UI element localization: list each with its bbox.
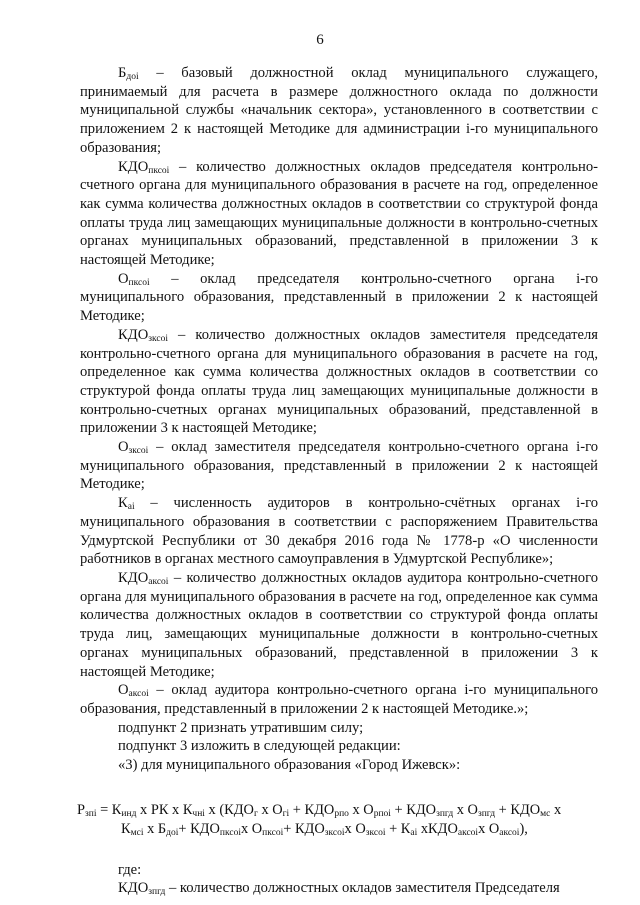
formula-term: + К <box>385 820 411 837</box>
definition-text: – оклад председателя контрольно-счетного органа i-го муниципального образования, представленный в приложении 2 к настоящей Методике; <box>80 270 598 325</box>
formula-subscript: пксоi <box>219 827 241 838</box>
definition-text: – базовый должностной оклад муниципального служащего, принимаемый для расчета в размере должностного оклада по должности муниципальной службы «начальник сектора», установленного в соответствии с приложением 2 к настоящей Методике для администрации i-го муниципального образования; <box>80 65 598 156</box>
definition-kdo_zks <box>80 326 598 438</box>
definition-text: – количество должностных окладов заместителя председателя контрольно-счетного органа для муниципального образования в расчете на год, определенное как сумма количества должностных окладов в соответствии со структурой фонда оплаты труда лиц замещающих муниципальные должности в контрольно-счетных органах муниципальных образований, представленной в приложении 3 к настоящей Методике; <box>80 326 598 437</box>
formula-line-1 <box>77 802 561 818</box>
definition-o_pks <box>80 270 598 326</box>
definition-text: – количество должностных окладов аудитора контрольно-счетного органа для муниципального образования в расчете на год, определенное как сумма количества должностных окладов в соответствии со структурой фонда оплаты труда лиц, замещающих муниципальные должности в контрольно-счетных органах муниципальных образований, представленной в приложении 3 к настоящей Методике; <box>80 569 598 680</box>
formula-term: х РК х К <box>136 801 193 818</box>
formula-term: хКДО <box>417 820 458 837</box>
definition-bdoi <box>80 64 598 158</box>
definition-kai <box>80 494 598 569</box>
definition-kdo_aks <box>80 569 598 681</box>
formula-subscript: рпоi <box>373 808 391 819</box>
definition-o_zks <box>80 438 598 494</box>
definition-subscript: аксоi <box>128 689 149 700</box>
definition-subscript: пксоi <box>128 277 150 288</box>
formula-subscript: аксоi <box>457 827 479 838</box>
definition-symbol: К <box>118 495 128 512</box>
formula-term: х <box>550 801 562 818</box>
formula-subscript: зпгд <box>436 808 454 819</box>
formula-term: х О <box>453 801 478 818</box>
definition-text: – количество должностных окладов заместителя Председателя <box>165 880 560 897</box>
formula-subscript: пксоi <box>262 827 284 838</box>
definition-symbol: КДО <box>118 326 149 343</box>
definition-symbol: КДО <box>118 569 149 586</box>
formula-term: х Б <box>143 820 167 837</box>
formula-subscript: мс <box>540 808 551 819</box>
definition-symbol: О <box>118 439 129 456</box>
formula-subscript: мсi <box>130 827 144 838</box>
formula-subscript: зпгд <box>477 808 496 819</box>
formula <box>77 801 598 839</box>
formula-subscript: доi <box>166 827 179 838</box>
definition-symbol: КДО <box>118 880 149 897</box>
formula-subscript: г <box>253 808 258 819</box>
formula-term: х О <box>257 801 283 818</box>
definition-kdo_pks <box>80 158 598 270</box>
definition-o_aks <box>80 681 598 718</box>
where-label: где: <box>118 861 142 878</box>
formula-line-2 <box>77 820 598 839</box>
formula-term: = К <box>96 801 122 818</box>
formula-subscript: инд <box>121 808 137 819</box>
definition-subscript: зпгд <box>148 887 166 898</box>
formula-subscript: рпо <box>334 808 349 819</box>
definition-text: – количество должностных окладов председателя контрольно-счетного органа для муниципального образования в расчете на год, определенное как сумма количества должностных окладов в соответствии со структурой фонда оплаты труда лиц замещающих муниципальные должности в контрольно-счетных органах муниципальных образований, представленной в приложении 3 к настоящей Методике; <box>80 158 598 269</box>
formula-subscript: зксоi <box>365 827 386 838</box>
definition-subscript: пксоi <box>148 165 170 176</box>
formula-term: х О <box>478 820 500 837</box>
formula-term: К <box>121 820 131 837</box>
formula-term: Р <box>77 801 86 818</box>
definition-subscript: аi <box>127 502 135 513</box>
definition-text: – оклад аудитора контрольно-счетного органа i-го муниципального образования, представленный в приложении 2 к настоящей Методике.»; <box>80 682 598 717</box>
definition-subscript: доi <box>126 72 139 82</box>
formula-term: ), <box>519 820 528 837</box>
formula-subscript: чнi <box>192 808 205 819</box>
formula-subscript: аi <box>410 827 418 838</box>
definition-text: – численность аудиторов в контрольно-счётных органах i-го муниципального образования в соответствии с распоряжением Правительства Удмуртской Республики от 30 декабря 2016 года № 1778-р «О численности работников в органах местного самоуправления в Удмуртской Республике»; <box>80 495 598 568</box>
formula-term: х О <box>344 820 366 837</box>
formula-term: х О <box>348 801 374 818</box>
definition-kdo-zpgd <box>80 879 598 898</box>
formula-term: + КДО <box>289 801 335 818</box>
definition-symbol: О <box>118 270 129 287</box>
formula-term: х (КДО <box>204 801 254 818</box>
definition-subscript: зксоi <box>128 446 149 457</box>
definitions-list <box>80 64 598 719</box>
definition-symbol: Б <box>118 65 127 81</box>
formula-term: + КДО <box>178 820 220 837</box>
document-body <box>77 64 598 898</box>
formula-term: + КДО <box>495 801 541 818</box>
formula-subscript: гi <box>282 808 290 819</box>
definition-text: – оклад заместителя председателя контрольно-счетного органа i-го муниципального образования, представленный в приложении 2 к настоящей Методике; <box>80 439 598 493</box>
formula-subscript: зксоi <box>324 827 345 838</box>
formula-subscript: зпi <box>85 808 97 819</box>
formula-term: + КДО <box>390 801 437 818</box>
definition-symbol: КДО <box>118 158 149 175</box>
subpoint-3-item: «3) для муниципального образования «Город Ижевск»: <box>118 757 461 774</box>
formula-term: + КДО <box>283 820 325 837</box>
definition-subscript: зксоi <box>148 333 168 344</box>
subpoint-3-paragraph: подпункт 3 изложить в следующей редакции: <box>118 738 401 755</box>
subpoint-2-paragraph: подпункт 2 признать утратившим силу; <box>118 719 364 736</box>
formula-term: х О <box>240 820 263 837</box>
definition-subscript: аксоi <box>148 576 169 587</box>
formula-subscript: аксоi <box>499 827 520 838</box>
page-number: 6 <box>316 32 324 48</box>
definition-symbol: О <box>118 682 129 699</box>
